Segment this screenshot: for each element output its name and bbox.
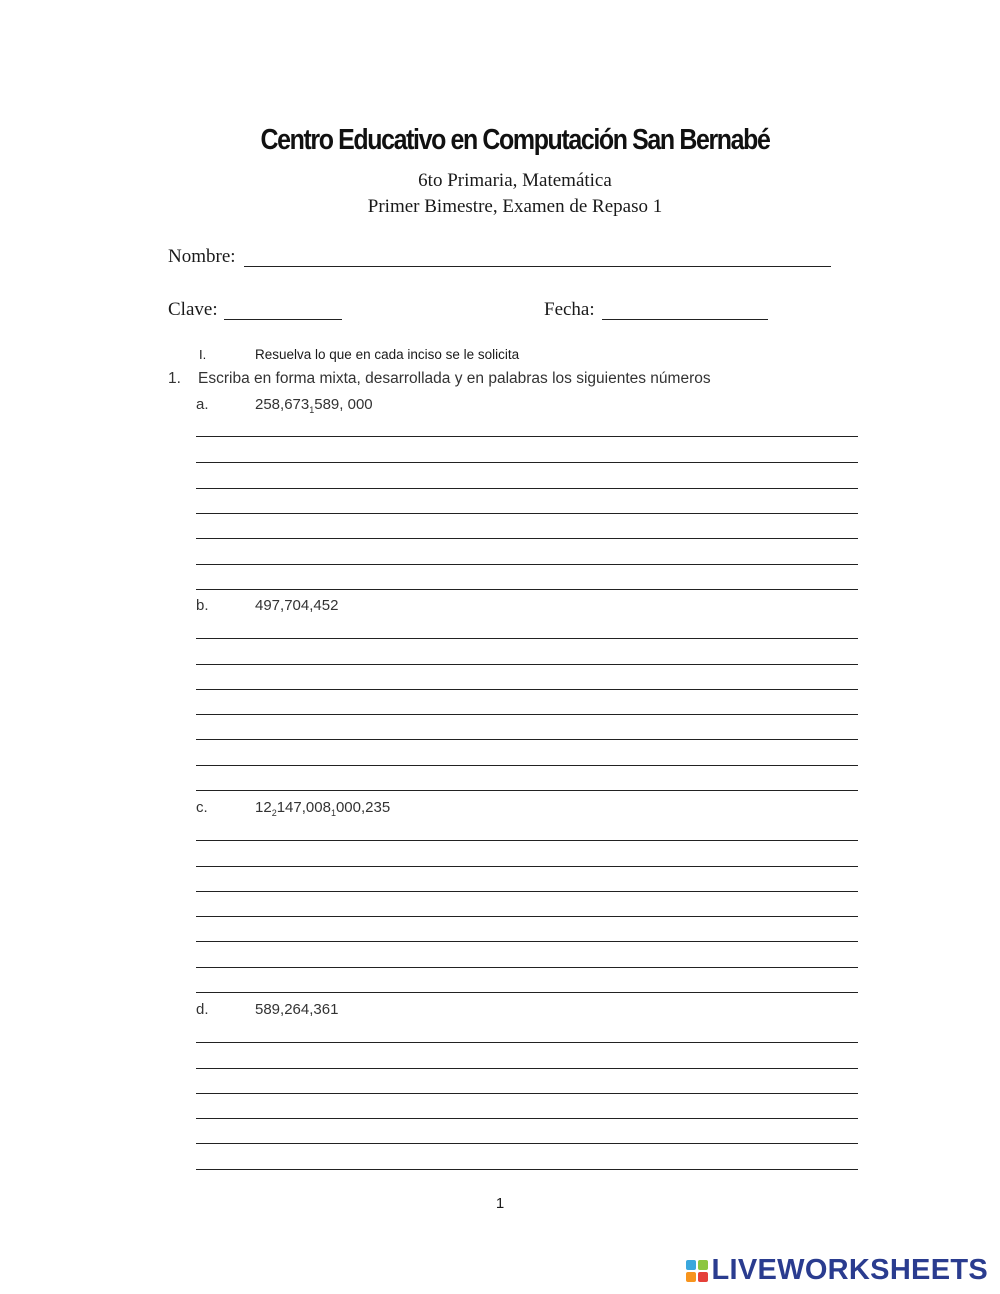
answer-line[interactable] <box>196 689 858 690</box>
answer-line[interactable] <box>196 840 858 841</box>
answer-line[interactable] <box>196 1093 858 1094</box>
item-c-part3: 000,235 <box>335 799 391 816</box>
section-roman: I. <box>199 347 207 362</box>
answer-line[interactable] <box>196 1169 858 1170</box>
logo-square <box>686 1272 696 1282</box>
logo-square <box>686 1260 696 1270</box>
answer-line[interactable] <box>196 891 858 892</box>
answer-line[interactable] <box>196 866 858 867</box>
section-instruction: Resuelva lo que en cada inciso se le solicita <box>255 347 520 362</box>
item-a-letter: a. <box>196 396 209 413</box>
item-c-subscript1: 2 <box>271 808 277 818</box>
question-text: Escriba en forma mixta, desarrollada y en palabras los siguientes números <box>198 370 711 387</box>
answer-line[interactable] <box>196 664 858 665</box>
item-b-number: 497,704,452 <box>255 597 339 614</box>
item-a-subscript1: 1 <box>309 405 315 415</box>
answer-line[interactable] <box>196 790 858 791</box>
liveworksheets-brand-text: LIVEWORKSHEETS <box>711 1254 988 1286</box>
page-number: 1 <box>495 1195 505 1212</box>
answer-line[interactable] <box>196 638 858 639</box>
liveworksheets-logo-icon <box>686 1260 708 1282</box>
item-c-letter: c. <box>196 799 208 816</box>
answer-line[interactable] <box>196 436 858 437</box>
nombre-label: Nombre: <box>168 246 236 267</box>
answer-line[interactable] <box>196 538 858 539</box>
item-c-number <box>255 799 390 818</box>
logo-square <box>698 1260 708 1270</box>
item-d-number: 589,264,361 <box>255 1001 339 1018</box>
answer-line[interactable] <box>196 462 858 463</box>
item-c-part2: 147,008 <box>276 799 331 816</box>
answer-line[interactable] <box>196 488 858 489</box>
worksheet-title: Centro Educativo en Computación San Bernabé <box>260 124 770 156</box>
clave-label: Clave: <box>168 299 218 320</box>
grade-subject: 6to Primaria, Matemática <box>418 170 612 191</box>
item-a-part1: 258,673 <box>255 396 310 413</box>
answer-line[interactable] <box>196 916 858 917</box>
answer-line[interactable] <box>196 765 858 766</box>
answer-line[interactable] <box>196 513 858 514</box>
answer-line[interactable] <box>196 941 858 942</box>
answer-line[interactable] <box>196 739 858 740</box>
answer-line[interactable] <box>196 1042 858 1043</box>
item-d-letter: d. <box>196 1001 209 1018</box>
answer-line[interactable] <box>196 1068 858 1069</box>
answer-line[interactable] <box>196 967 858 968</box>
logo-square <box>698 1272 708 1282</box>
answer-line[interactable] <box>196 564 858 565</box>
fecha-input-line[interactable] <box>602 319 768 320</box>
item-c-part1: 12 <box>255 799 272 816</box>
item-c-subscript2: 1 <box>330 808 336 818</box>
item-a-number <box>255 396 373 415</box>
answer-line[interactable] <box>196 1118 858 1119</box>
answer-line[interactable] <box>196 992 858 993</box>
liveworksheets-logo <box>686 1254 989 1287</box>
fecha-label: Fecha: <box>544 299 595 320</box>
answer-line[interactable] <box>196 1143 858 1144</box>
question-number: 1. <box>168 370 181 387</box>
answer-line[interactable] <box>196 714 858 715</box>
item-b-letter: b. <box>196 597 209 614</box>
answer-line[interactable] <box>196 589 858 590</box>
item-a-part2: 589, 000 <box>314 396 373 413</box>
exam-name: Primer Bimestre, Examen de Repaso 1 <box>367 196 663 217</box>
clave-input-line[interactable] <box>224 319 342 320</box>
nombre-input-line[interactable] <box>244 266 831 267</box>
